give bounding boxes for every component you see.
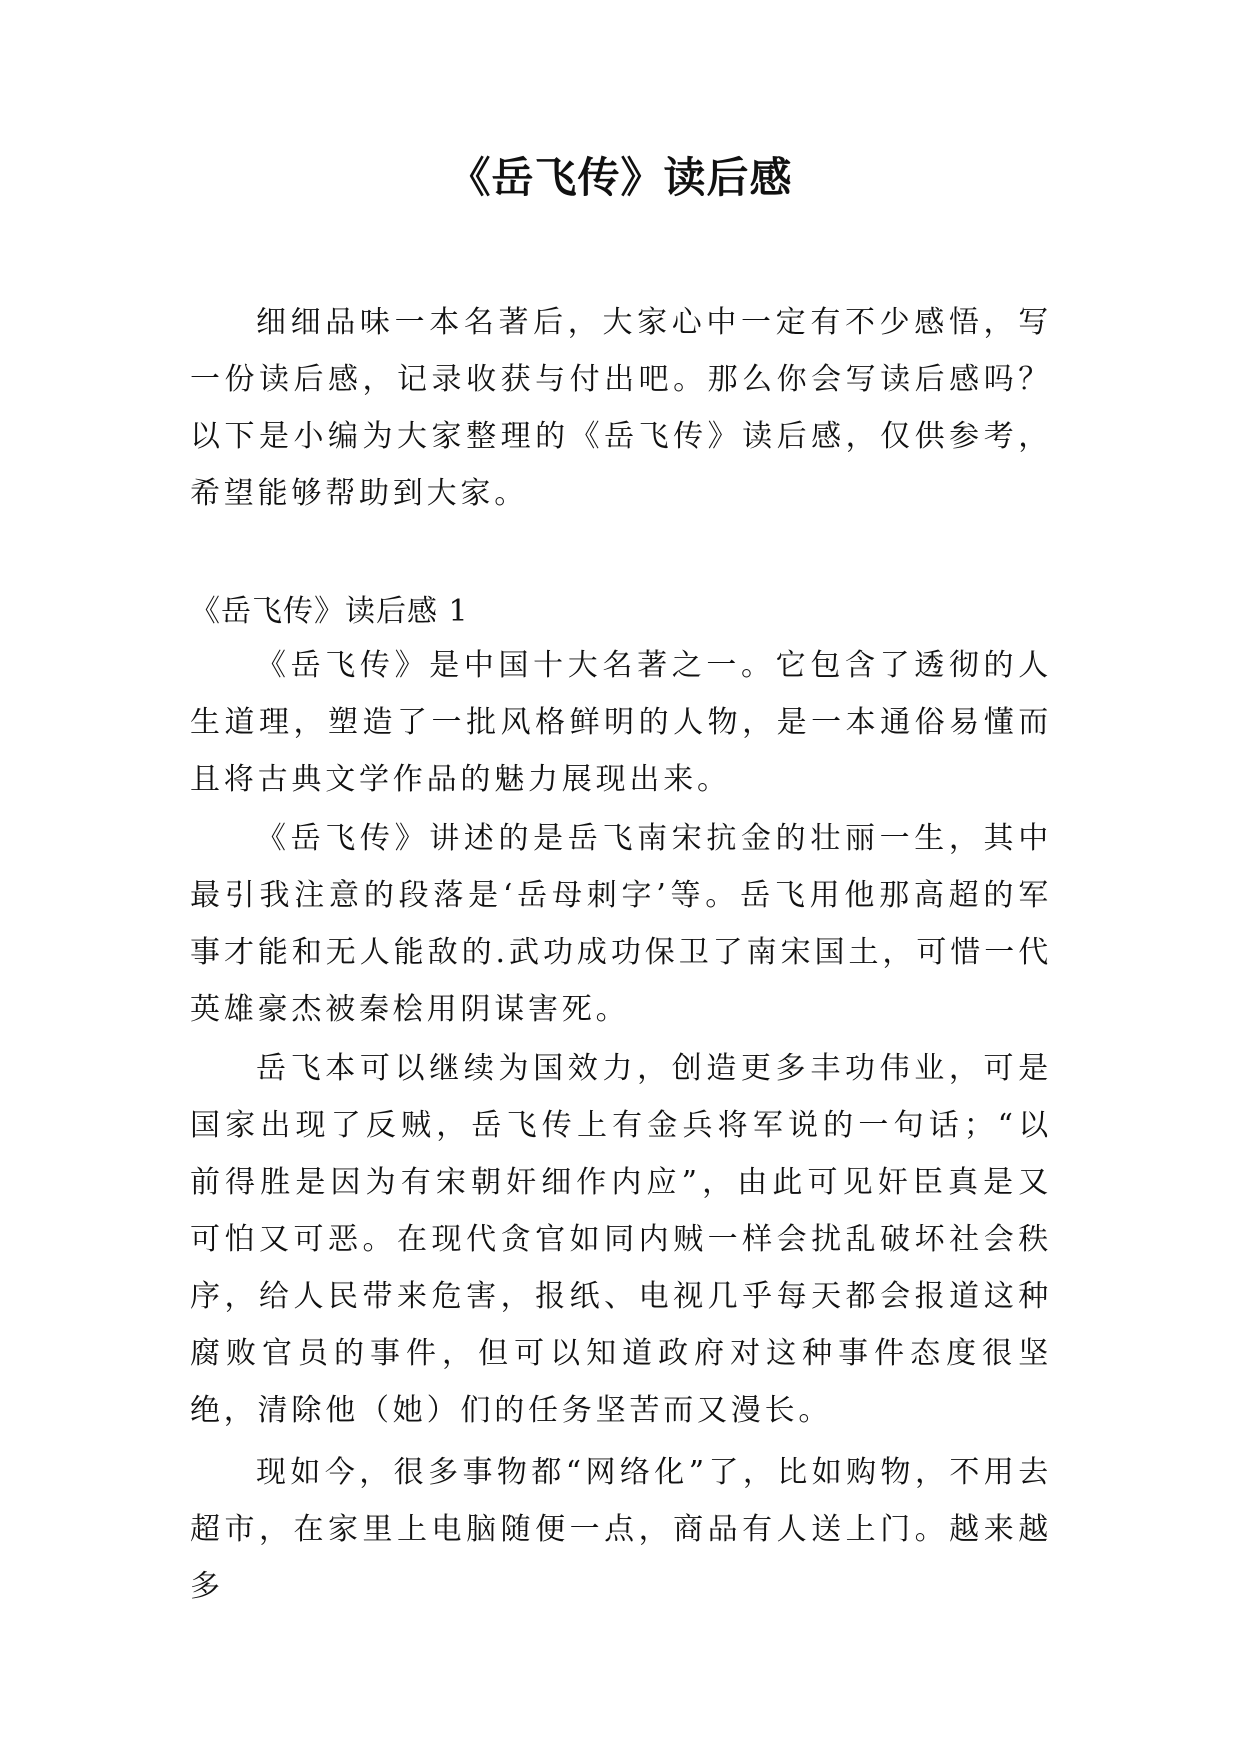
section-heading: 《岳飞传》读后感 1	[190, 594, 469, 629]
intro-paragraph: 细细品味一本名著后，大家心中一定有不少感悟，写一份读后感，记录收获与付出吧。那么你会写读后感吗？以下是小编为大家整理的《岳飞传》读后感，仅供参考，希望能够帮助到大家。	[190, 305, 1052, 511]
body-paragraph-2: 《岳飞传》讲述的是岳飞南宋抗金的壮丽一生，其中最引我注意的段落是‘岳母刺字’等。岳飞用他那高超的军事才能和无人能敌的.武功成功保卫了南宋国土，可惜一代英雄豪杰被秦桧用阴谋害死。	[190, 821, 1052, 1027]
body-paragraph-4: 现如今，很多事物都“网络化”了，比如购物，不用去超市，在家里上电脑随便一点，商品有人送上门。越来越多	[190, 1455, 1052, 1604]
body-paragraph-1: 《岳飞传》是中国十大名著之一。它包含了透彻的人生道理，塑造了一批风格鲜明的人物，是一本通俗易懂而且将古典文学作品的魅力展现出来。	[190, 648, 1052, 797]
body-paragraph-3: 岳飞本可以继续为国效力，创造更多丰功伟业，可是国家出现了反贼，岳飞传上有金兵将军说的一句话；“以前得胜是因为有宋朝奸细作内应”，由此可见奸臣真是又可怕又可恶。在现代贪官如同内贼一样会扰乱破坏社会秩序，给人民带来危害，报纸、电视几乎每天都会报道这种腐败官员的事件，但可以知道政府对这种事件态度很坚绝，清除他（她）们的任务坚苦而又漫长。	[190, 1051, 1052, 1428]
page-title: 《岳飞传》读后感	[448, 153, 793, 202]
